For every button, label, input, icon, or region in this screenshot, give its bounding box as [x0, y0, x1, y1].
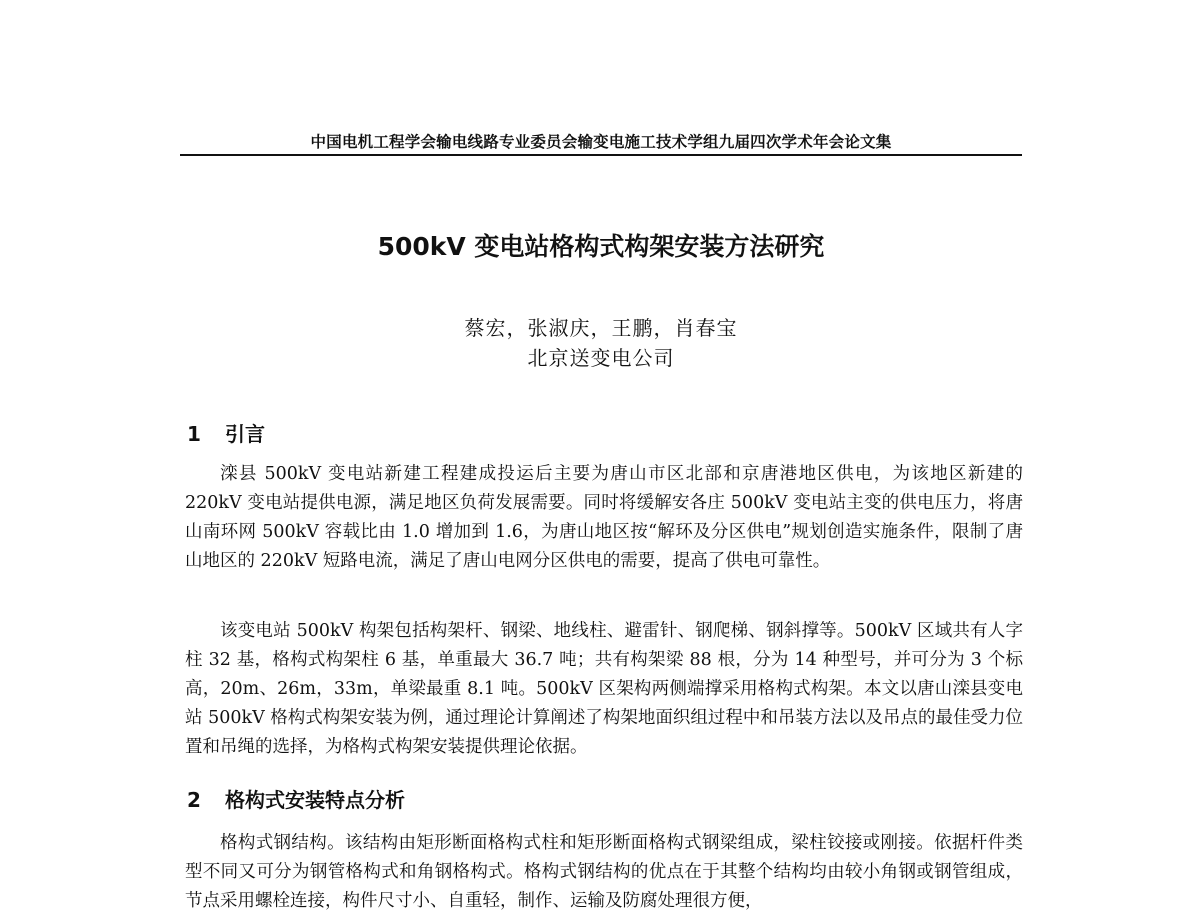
running-header: 中国电机工程学会输电线路专业委员会输变电施工技术学组九届四次学术年会论文集: [310, 133, 892, 151]
paragraph: 格构式钢结构。该结构由矩形断面格构式柱和矩形断面格构式钢梁组成，梁柱铰接或刚接。依据杆件类型不同又可分为钢管格构式和角钢格构式。格构式钢结构的优点在于其整个结构均由较小角钢或钢管组成，节点采用螺栓连接，构件尺寸小、自重轻，制作、运输及防腐处理很方便，: [185, 833, 1023, 911]
paragraph: 滦县 500kV 变电站新建工程建成投运后主要为唐山市区北部和京唐港地区供电，为该地区新建的 220kV 变电站提供电源，满足地区负荷发展需要。同时将缓解安各庄 500kV 变电站主变的供电压力，将唐山南环网 500kV 容载比由 1.0 增加到 1.6，为唐山地区按“解环及分区供电”规划创造实施条件，限制了唐山地区的 220kV 短路电流，满足了唐山电网分区供电的需要，提高了供电可靠性。: [185, 464, 1023, 571]
paper-title: 500kV 变电站格构式构架安装方法研究: [377, 232, 825, 261]
section-title: 格构式安装特点分析: [225, 788, 405, 812]
section-number: 2: [187, 788, 201, 812]
section-number: 1: [187, 422, 201, 446]
section-title: 引言: [225, 422, 265, 446]
authors: 蔡宏，张淑庆，王鹏，肖春宝: [464, 316, 738, 340]
section-heading-introduction: [187, 418, 265, 447]
header-rule: [180, 154, 1022, 156]
affiliation: 北京送变电公司: [527, 346, 675, 370]
section-heading-analysis: [187, 784, 405, 813]
paragraph: 该变电站 500kV 构架包括构架杆、钢梁、地线柱、避雷针、钢爬梯、钢斜撑等。500kV 区域共有人字柱 32 基，格构式构架柱 6 基，单重最大 36.7 吨；共有构架梁 88 根，分为 14 种型号，并可分为 3 个标高，20m、26m，33m，单梁最重 8.1 吨。500kV 区架构两侧端撑采用格构式构架。本文以唐山滦县变电站 500kV 格构式构架安装为例，通过理论计算阐述了构架地面织组过程中和吊装方法以及吊点的最佳受力位置和吊绳的选择，为格构式构架安装提供理论依据。: [185, 621, 1023, 757]
